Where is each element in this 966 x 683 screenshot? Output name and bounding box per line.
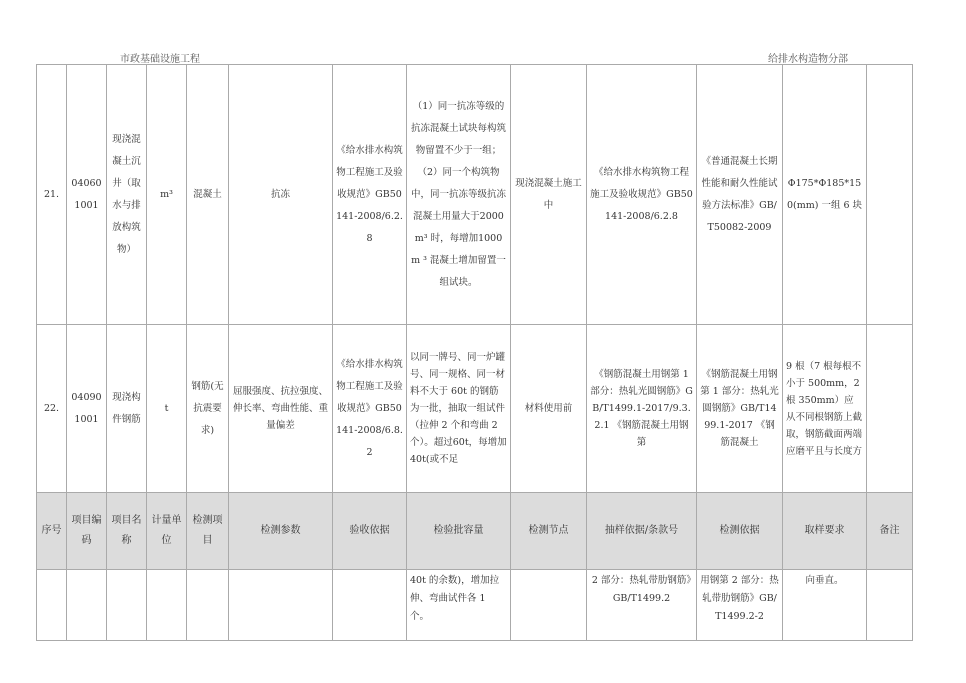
header-left: 市政基础设施工程 xyxy=(120,54,200,65)
unit xyxy=(147,570,187,641)
column-header: 检验批容量 xyxy=(407,493,511,570)
inspection-table xyxy=(36,64,913,641)
unit: t xyxy=(147,325,187,493)
acceptance-basis: 《给水排水构筑物工程施工及验收规范》GB50141-2008/6.2.8 xyxy=(333,65,407,325)
sampling-requirement: Φ175*Φ185*150(mm) 一组 6 块 xyxy=(783,65,867,325)
sampling-requirement: 向垂直。 xyxy=(783,570,867,641)
test-parameter: 抗冻 xyxy=(229,65,333,325)
header-right: 给排水构造物分部 xyxy=(768,54,848,65)
item-name xyxy=(107,570,147,641)
remark xyxy=(867,65,913,325)
sampling-requirement: 9 根（7 根每根不小于 500mm，2 根 350mm）应从不同根钢筋上截取，钢筋截面两端应磨平且与长度方 xyxy=(783,325,867,493)
row-number xyxy=(37,570,67,641)
acceptance-basis xyxy=(333,570,407,641)
column-header: 备注 xyxy=(867,493,913,570)
sampling-basis: 2 部分：热轧带肋钢筋》GB/T1499.2 xyxy=(587,570,697,641)
item-code: 04090 1001 xyxy=(67,325,107,493)
table-row xyxy=(37,325,913,493)
row-number: 22. xyxy=(37,325,67,493)
item-name: 现浇混凝土沉井（取水与排放构筑物） xyxy=(107,65,147,325)
remark xyxy=(867,570,913,641)
batch-capacity: 以同一牌号、同一炉罐号、同一规格、同一材料不大于 60t 的钢筋为一批，抽取一组试件（拉伸 2 个和弯曲 2 个）。超过60t，每增加 40t(或不足 xyxy=(407,325,511,493)
remark xyxy=(867,325,913,493)
column-header: 抽样依据/条款号 xyxy=(587,493,697,570)
column-header: 检测依据 xyxy=(697,493,783,570)
item-code xyxy=(67,570,107,641)
row-number: 21. xyxy=(37,65,67,325)
table-header-row xyxy=(37,493,913,570)
test-method: 用钢第 2 部分：热轧带肋钢筋》GB/T1499.2-2 xyxy=(697,570,783,641)
column-header: 计量单位 xyxy=(147,493,187,570)
column-header: 项目编码 xyxy=(67,493,107,570)
column-header: 验收依据 xyxy=(333,493,407,570)
sampling-basis: 《给水排水构筑物工程施工及验收规范》GB50141-2008/6.2.8 xyxy=(587,65,697,325)
column-header: 检测节点 xyxy=(511,493,587,570)
column-header: 检测参数 xyxy=(229,493,333,570)
test-item: 钢筋(无抗震要求) xyxy=(187,325,229,493)
test-method: 《普通混凝土长期性能和耐久性能试验方法标准》GB/T50082-2009 xyxy=(697,65,783,325)
column-header: 取样要求 xyxy=(783,493,867,570)
sampling-basis: 《钢筋混凝土用钢第 1 部分：热轧光圆钢筋》GB/T1499.1-2017/9.3.2.1 《钢筋混凝土用钢第 xyxy=(587,325,697,493)
table-row xyxy=(37,570,913,641)
test-node: 材料使用前 xyxy=(511,325,587,493)
column-header: 序号 xyxy=(37,493,67,570)
test-item: 混凝土 xyxy=(187,65,229,325)
unit: m³ xyxy=(147,65,187,325)
test-item xyxy=(187,570,229,641)
batch-capacity: （1）同一抗冻等级的抗冻混凝土试块每构筑物留置不少于一组；（2）同一个构筑物中，同一抗冻等级抗冻混凝土用量大于2000m³ 时，每增加1000 m ³ 混凝土增加留置一组试块。 xyxy=(407,65,511,325)
item-code: 04060 1001 xyxy=(67,65,107,325)
test-node xyxy=(511,570,587,641)
test-node: 现浇混凝土施工中 xyxy=(511,65,587,325)
table-row xyxy=(37,65,913,325)
test-parameter: 屈服强度、抗拉强度、伸长率、弯曲性能、重量偏差 xyxy=(229,325,333,493)
item-name: 现浇构件钢筋 xyxy=(107,325,147,493)
column-header: 检测项目 xyxy=(187,493,229,570)
acceptance-basis: 《给水排水构筑物工程施工及验收规范》GB50141-2008/6.8.2 xyxy=(333,325,407,493)
column-header: 项目名称 xyxy=(107,493,147,570)
batch-capacity: 40t 的余数)，增加拉伸、弯曲试件各 1 个。 xyxy=(407,570,511,641)
test-method: 《钢筋混凝土用钢第 1 部分：热轧光圆钢筋》GB/T1499.1-2017 《钢筋混凝土 xyxy=(697,325,783,493)
test-parameter xyxy=(229,570,333,641)
